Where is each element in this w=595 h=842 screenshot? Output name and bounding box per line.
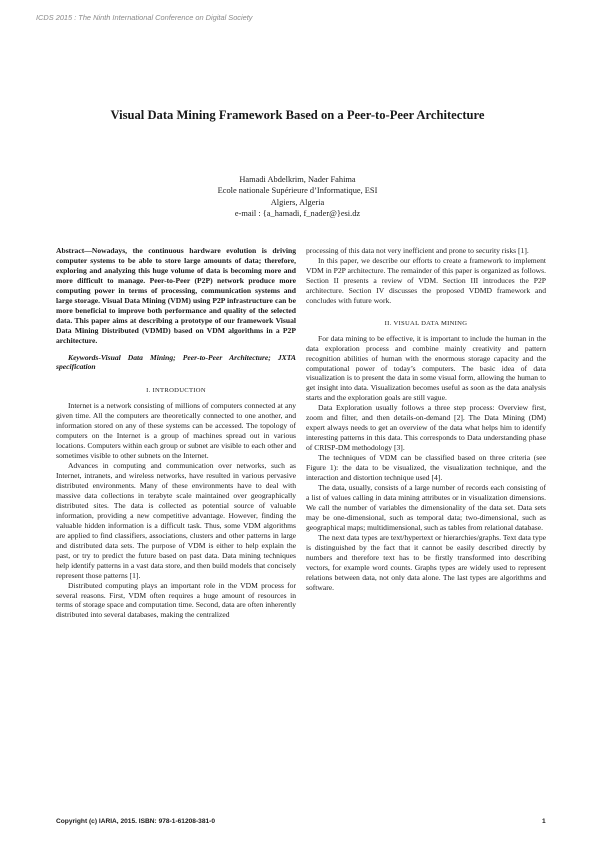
author-block <box>0 174 595 220</box>
running-head: ICDS 2015 : The Ninth International Conference on Digital Society <box>36 13 253 22</box>
intro-continuation-paragraph: processing of this data not very inefficient and prone to security risks [1]. <box>306 246 529 255</box>
left-column <box>56 246 296 620</box>
vdm-paragraph: The techniques of VDM can be classified based on three criteria (see Figure 1): the data to be visualized, the visualization technique, and the interaction and distortion technique used [4]. <box>306 453 546 483</box>
paper-title: Visual Data Mining Framework Based on a Peer-to-Peer Architecture <box>110 108 485 122</box>
author-affiliation: Ecole nationale Supérieure d’Informatique, ESI <box>217 186 378 196</box>
vdm-paragraph: Data Exploration usually follows a three step process: Overview first, zoom and filter, and then details-on-demand [2]. The Data Mining (DM) expert always needs to get an overview of the data what helps him to identify interesting patterns in this data. This corresponds to Data understanding phase of CRISP-DM methodology [3]. <box>306 403 546 453</box>
intro-paragraph: Internet is a network consisting of millions of computers connected at any given time. All the computers are theoretically connected to one another, and information stored on any of these systems can be accessed. The topology of computers on the Internet is a group of machines spread out in various locations. Computers within each group or subnet are visible to each other and sometimes visible to other subnets on the Internet. <box>56 401 296 461</box>
section-heading-introduction: I. INTRODUCTION <box>146 387 206 395</box>
author-names: Hamadi Abdelkrim, Nader Fahima <box>239 175 356 184</box>
abstract: Abstract—Nowadays, the continuous hardware evolution is driving computer systems to be able to store large amounts of data; therefore, exploring and analyzing this huge volume of data is becoming more and more difficult to manage. Peer-to-Peer (P2P) network produce more computing power in terms of processing, communication systems and large storage. Visual Data Mining (VDM) using P2P infrastructure can be more beneficial to improve both performance and quality of the selected data. This paper aims at describing a prototype of our framework Visual Data Mining Distributed (VDMD) based on VDM algorithms in a P2P architecture. <box>56 246 296 345</box>
author-email[interactable]: e-mail : {a_hamadi, f_nader@}esi.dz <box>234 209 361 219</box>
intro-paragraph: In this paper, we describe our efforts to create a framework to implement VDM in P2P architecture. The remainder of this paper is organized as follows. Section II presents a review of VDM. Section III introduces the P2P architecture. Section IV discusses the proposed VDMD framework and concludes with future work. <box>306 255 546 305</box>
author-location: Algiers, Algeria <box>270 197 325 207</box>
page-number: 1 <box>542 818 546 825</box>
footer-copyright: Copyright (c) IARIA, 2015. ISBN: 978-1-61208-381-0 <box>56 818 216 825</box>
section-heading-visual-data-mining: II. VISUAL DATA MINING <box>384 319 468 327</box>
vdm-paragraph: For data mining to be effective, it is important to include the human in the data exploration process and combine mainly creativity and pattern recognition abilities of human with the enormous storage capacity and the computational power of today’s computers. The basic idea of data visualization is to present the data in some visual form, allowing the human to get insight into data. Visualization becomes useful as soon as the data analysis starts and the exploration goals are still vague. <box>306 333 546 403</box>
intro-paragraph: Advances in computing and communication over networks, such as Internet, intranets, and wireless networks, have resulted in various pervasive distributed environments. Many of these environments have to deal with massive data collections in terabyte scale maintained over geographically distributed sites. The data is collected as potential source of valuable information, providing a new competitive advantage. However, finding the valuable hidden information is a difficult task. Thus, some VDM algorithms are applied to find classifiers, associations, clusters and other patterns in large and distributed data sets. The purpose of VDM is either to help explain the past, or try to predict the future based on past data. Data mining techniques help identify patterns in a vast data store, and then build models that concisely represent those patterns [1]. <box>56 461 296 580</box>
right-column <box>306 246 546 592</box>
intro-paragraph: Distributed computing plays an important role in the VDM process for several reasons. First, VDM often requires a huge amount of resources in terms of storage space and computation time. Second, data are often inherently distributed into several databases, making the centralized <box>56 580 296 620</box>
keywords: Keywords-Visual Data Mining; Peer-to-Peer Architecture; JXTA specification <box>56 352 296 372</box>
vdm-paragraph: The data, usually, consists of a large number of records each consisting of a list of values calling in data mining attributes or in visualization dimensions. We call the number of variables the dimensionality of the data set. Data sets may be one-dimensional, such as temporal data; two-dimensional, such as geographical maps; multidimensional, such as tables from relational database. <box>306 482 546 532</box>
vdm-paragraph: The next data types are text/hypertext or hierarchies/graphs. Text data type is distinguished by the fact that it cannot be easily described directly by numbers and therefore text has to be firstly transformed into describing vectors, for example word counts. Graphs types are widely used to represent relations between data, not only data alone. The last types are algorithms and software. <box>306 532 546 592</box>
